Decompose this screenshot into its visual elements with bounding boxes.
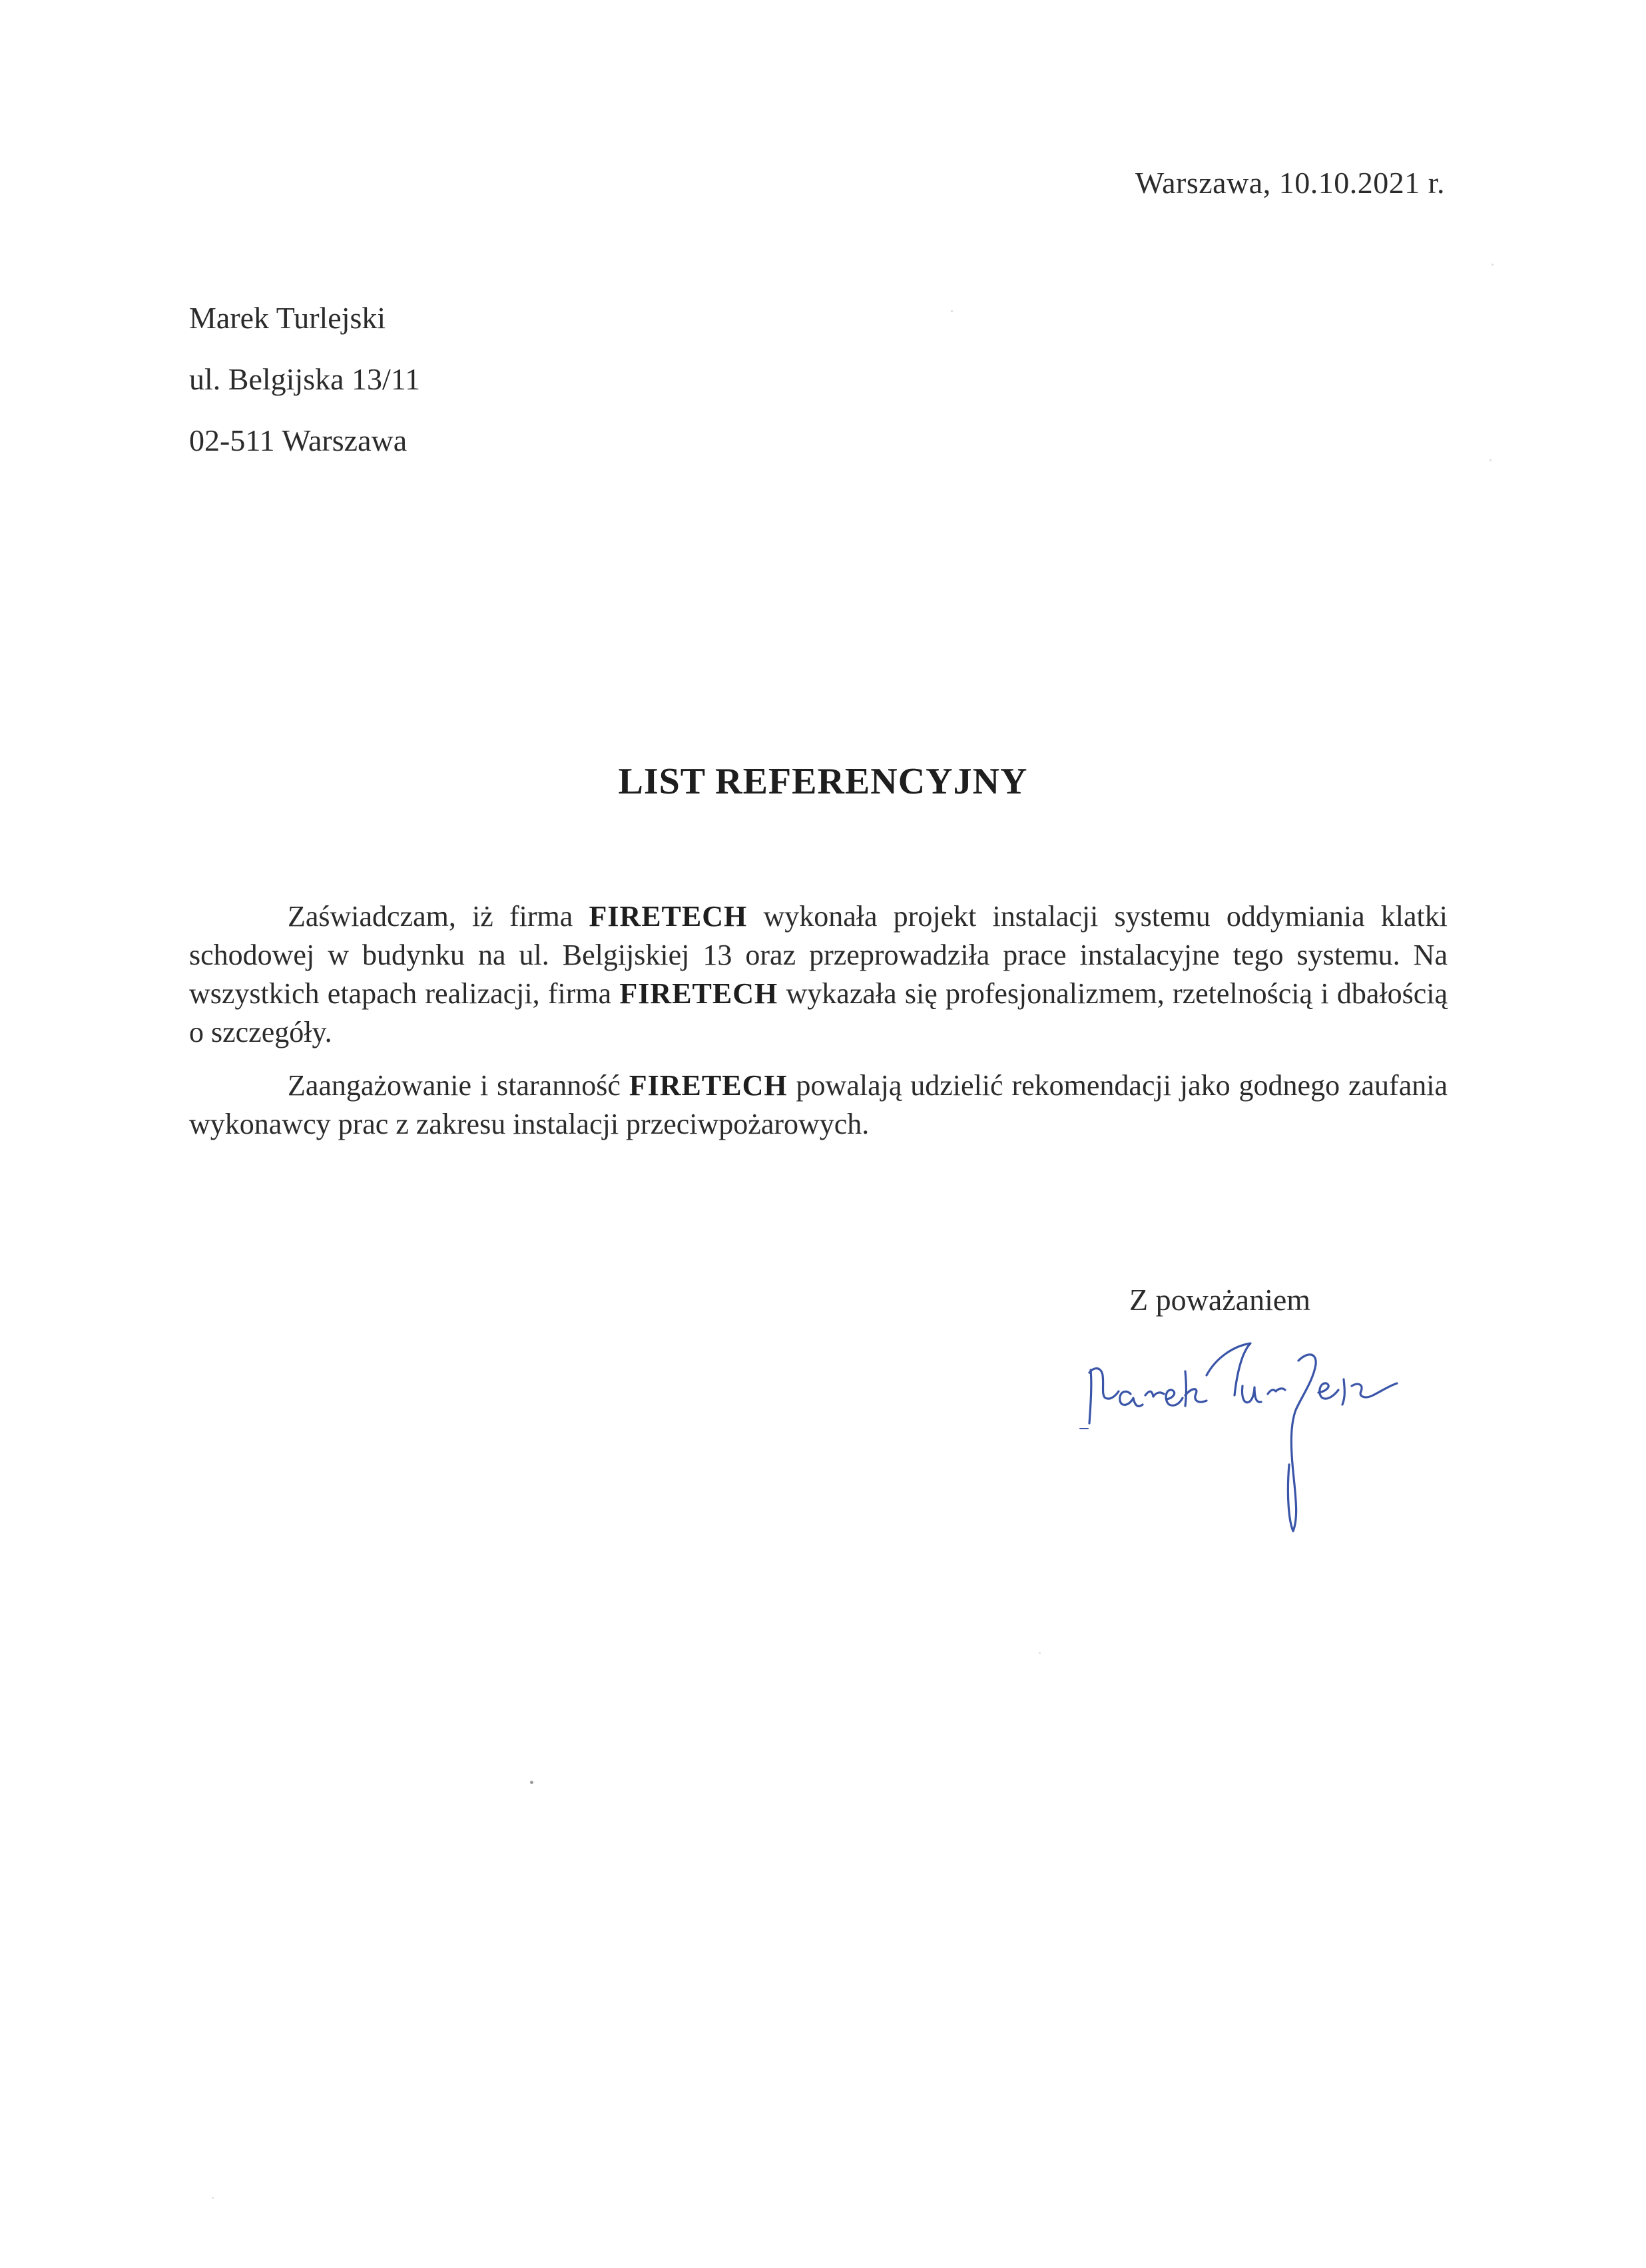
scan-speck — [530, 1781, 533, 1784]
paragraph-1-text-a: Zaświadczam, iż firma — [288, 900, 589, 933]
scan-speck — [212, 2197, 214, 2199]
company-name: FIRETECH — [619, 977, 778, 1010]
paragraph-2-text-b: powalają udzielić rekomendacji jako godnego zaufania wykonawcy prac z zakresu instalacji przeciwpożarowych. — [189, 1069, 1448, 1140]
scan-speck — [1039, 1652, 1041, 1654]
scan-speck — [1492, 264, 1494, 266]
handwritten-signature-icon — [1079, 1331, 1425, 1584]
body-paragraph-1 — [189, 897, 1448, 1052]
closing-phrase: Z poważaniem — [1129, 1283, 1311, 1317]
company-name: FIRETECH — [589, 900, 748, 933]
letter-date: Warszawa, 10.10.2021 r. — [1135, 166, 1445, 200]
recipient-name: Marek Turlejski — [189, 301, 386, 335]
paragraph-1-text-b: wykonała projekt instalacji systemu oddymiania klatki schodowej w budynku na ul. Belgijskiej 13 oraz przeprowadziła prace instalacyjne tego systemu. Na wszystkich etapach realizacji, firma — [189, 900, 1448, 1010]
recipient-address — [189, 288, 420, 471]
letter-body — [189, 897, 1448, 1158]
recipient-city: 02-511 Warszawa — [189, 423, 408, 457]
body-paragraph-2 — [189, 1066, 1448, 1144]
company-name: FIRETECH — [629, 1069, 788, 1102]
paragraph-1-text-c: wykazała się profesjonalizmem, rzetelnością i dbałością o szczegóły. — [189, 977, 1448, 1048]
scan-speck — [951, 310, 953, 312]
letter-title: LIST REFERENCYJNY — [618, 761, 1028, 802]
scan-speck — [1490, 459, 1492, 461]
recipient-street: ul. Belgijska 13/11 — [189, 362, 421, 396]
paragraph-2-text-a: Zaangażowanie i staranność — [288, 1069, 629, 1102]
